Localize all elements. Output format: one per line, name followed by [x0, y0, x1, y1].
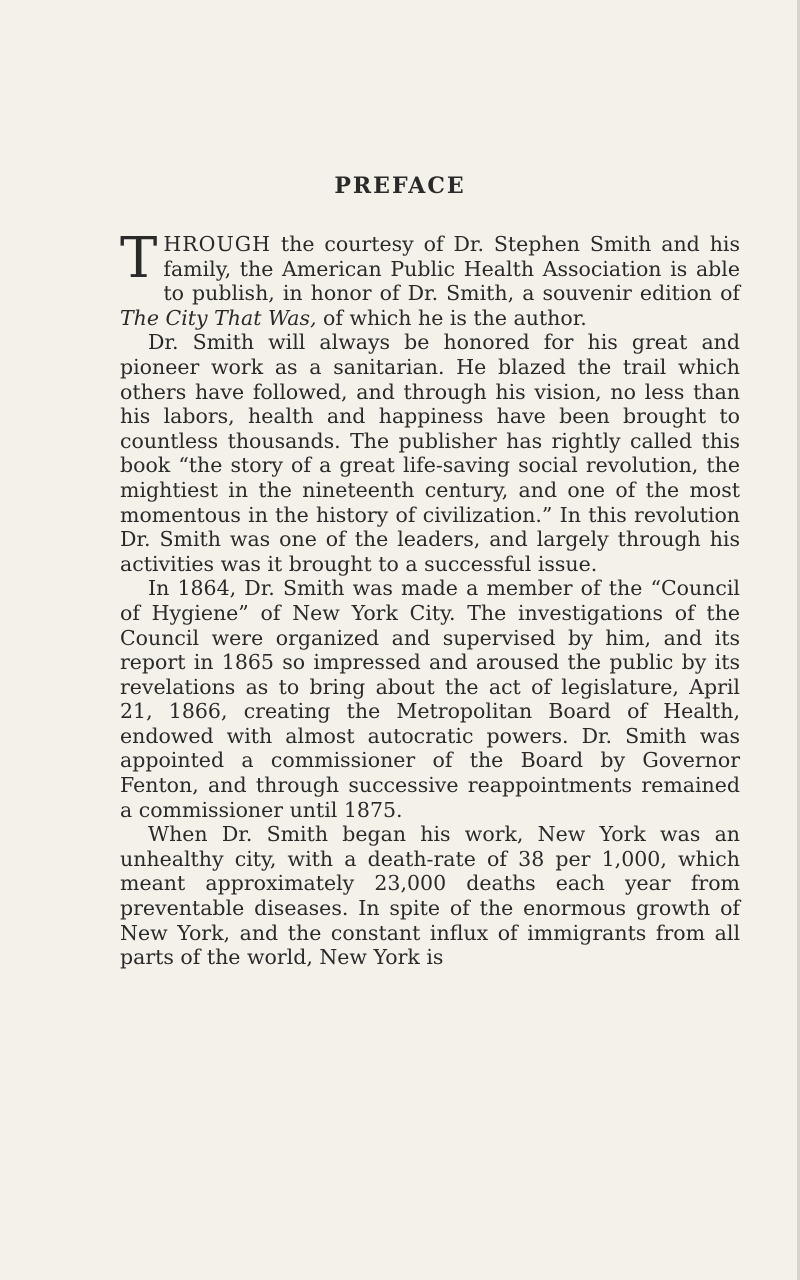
paragraph-1-text-b: of which he is the author. [316, 305, 587, 330]
book-title: The City That Was, [120, 305, 317, 330]
paragraph-2: Dr. Smith will always be honored for his great and pioneer work as a sanitarian. He blazed the trail which others have followed, and through his vision, no less than his labors, health and happiness have been brought to countless thousands. The publisher has rightly called this book “the story of a great life-saving social revolution, the mightiest in the nineteenth century, and one of the most momentous in the history of civilization.” In this revolution Dr. Smith was one of the leaders, and largely through his activities was it brought to a successful issue. [120, 330, 740, 576]
opening-caps: HROUGH [163, 232, 272, 256]
paragraph-1-text-a: the courtesy of Dr. Stephen Smith and his family, the American Public Health Association is able to publish, in honor of Dr. Smith, a souvenir edition of [163, 232, 740, 306]
drop-cap: T [120, 226, 158, 291]
preface-body [120, 226, 740, 970]
page-title: PREFACE [334, 173, 466, 199]
paragraph-1 [120, 226, 740, 330]
paragraph-4: When Dr. Smith began his work, New York was an unhealthy city, with a death-rate of 38 per 1,000, which meant approximately 23,000 deaths each year from preventable diseases. In spite of the enormous growth of New York, and the constant influx of immigrants from all parts of the world, New York is [120, 822, 740, 970]
paragraph-3: In 1864, Dr. Smith was made a member of the “Council of Hygiene” of New York City. The investigations of the Council were organized and supervised by him, and its report in 1865 so impressed and aroused the public by its revelations as to bring about the act of legislature, April 21, 1866, creating the Metropolitan Board of Health, endowed with almost autocratic powers. Dr. Smith was appointed a commissioner of the Board by Governor Fenton, and through successive reappointments remained a commissioner until 1875. [120, 576, 740, 822]
